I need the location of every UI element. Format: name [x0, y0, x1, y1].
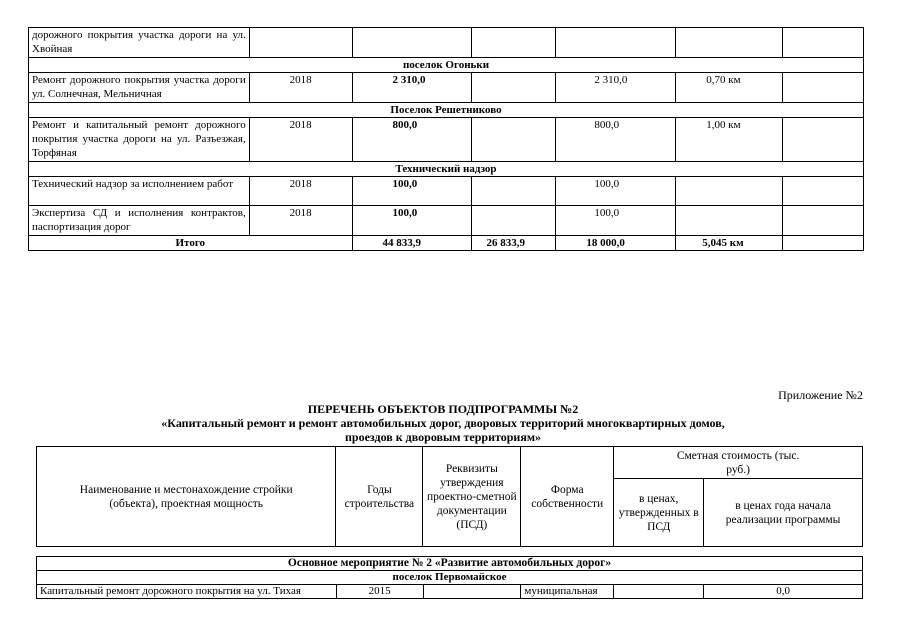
document-subtitle-cont: проездов к дворовым территориям» — [344, 430, 542, 444]
cost-cell: 800,0 — [556, 118, 676, 162]
section-row — [29, 58, 864, 73]
document-title: ПЕРЕЧЕНЬ ОБЪЕКТОВ ПОДПРОГРАММЫ №2 — [307, 402, 579, 416]
length-cell — [676, 28, 783, 58]
empty-cell — [783, 236, 864, 251]
main-event-heading: Основное мероприятие № 2 «Развитие автомобильных дорог» — [37, 557, 863, 571]
table-row — [29, 118, 864, 162]
object-name: дорожного покрытия участка дороги на ул. Хвойная — [29, 28, 250, 58]
length-cell — [676, 177, 783, 206]
total-cell: 2 310,0 — [352, 73, 472, 103]
total-label: Итого — [29, 236, 353, 251]
section-row — [29, 162, 864, 177]
header-psd: Реквизиты утверждения проектно-сметной документации (ПСД) — [423, 447, 521, 547]
year-cell: 2018 — [249, 73, 352, 103]
objects-table-part1 — [28, 27, 864, 251]
total-row — [29, 236, 864, 251]
cost-cell — [472, 206, 556, 236]
grand-total: 44 833,9 — [352, 236, 472, 251]
section-heading: поселок Огоньки — [29, 58, 864, 73]
grand-total-c3: 18 000,0 — [556, 236, 676, 251]
section-heading: Поселок Решетниково — [29, 103, 864, 118]
header-ownership: Форма собственности — [521, 447, 614, 547]
total-cell: 800,0 — [352, 118, 472, 162]
section-row — [37, 571, 863, 585]
header-years: Годы строительства — [336, 447, 423, 547]
appendix-label: Приложение №2 — [778, 388, 863, 402]
document-subtitle: «Капитальный ремонт и ремонт автомобильных дорог, дворовых территорий многоквартирных домов, — [161, 416, 725, 430]
total-cell: 100,0 — [352, 206, 472, 236]
year-cell: 2015 — [336, 585, 423, 599]
cost-cell — [472, 118, 556, 162]
object-name: Капитальный ремонт дорожного покрытия на ул. Тихая — [37, 585, 337, 599]
ownership-cell: муниципальная — [521, 585, 614, 599]
table-row — [29, 206, 864, 236]
empty-cell — [783, 206, 864, 236]
empty-cell — [783, 73, 864, 103]
empty-cell — [783, 177, 864, 206]
object-name: Ремонт и капитальный ремонт дорожного покрытия участка дороги на ул. Разъезжая, Торфяная — [29, 118, 250, 162]
cost-cell: 100,0 — [556, 177, 676, 206]
section-row — [29, 103, 864, 118]
cost-cell: 2 310,0 — [556, 73, 676, 103]
header-cost: Сметная стоимость (тыс. руб.) — [614, 447, 863, 479]
cost-psd-cell — [614, 585, 704, 599]
table-row — [29, 73, 864, 103]
cost-cell — [472, 28, 556, 58]
table-row — [29, 177, 864, 206]
header-cost-psd: в ценах, утвержденных в ПСД — [614, 479, 704, 547]
cost-cell — [556, 28, 676, 58]
year-cell — [249, 28, 352, 58]
table-row — [29, 28, 864, 58]
empty-cell — [783, 28, 864, 58]
year-cell: 2018 — [249, 118, 352, 162]
settlement-heading: поселок Первомайское — [37, 571, 863, 585]
psd-cell — [423, 585, 521, 599]
year-cell: 2018 — [249, 206, 352, 236]
length-cell: 1,00 км — [676, 118, 783, 162]
object-name: Технический надзор за исполнением работ — [29, 177, 250, 206]
section-heading: Технический надзор — [29, 162, 864, 177]
appendix-header-table — [36, 446, 863, 547]
total-cell: 100,0 — [352, 177, 472, 206]
section-row — [37, 557, 863, 571]
header-row — [37, 447, 863, 479]
length-cell — [676, 206, 783, 236]
cost-cell — [472, 73, 556, 103]
cost-start-cell: 0,0 — [704, 585, 863, 599]
total-cell — [352, 28, 472, 58]
year-cell: 2018 — [249, 177, 352, 206]
cost-cell — [472, 177, 556, 206]
object-name: Ремонт дорожного покрытия участка дороги ул. Солнечная, Мельничная — [29, 73, 250, 103]
header-cost-start: в ценах года начала реализации программы — [704, 479, 863, 547]
empty-cell — [783, 118, 864, 162]
table-row — [37, 585, 863, 599]
cost-cell: 100,0 — [556, 206, 676, 236]
header-name: Наименование и местонахождение стройки (объекта), проектная мощность — [37, 447, 336, 547]
object-name: Экспертиза СД и исполнения контрактов, паспортизация дорог — [29, 206, 250, 236]
grand-total-c2: 26 833,9 — [472, 236, 556, 251]
grand-total-length: 5,045 км — [676, 236, 783, 251]
length-cell: 0,70 км — [676, 73, 783, 103]
appendix-body-table — [36, 556, 863, 599]
